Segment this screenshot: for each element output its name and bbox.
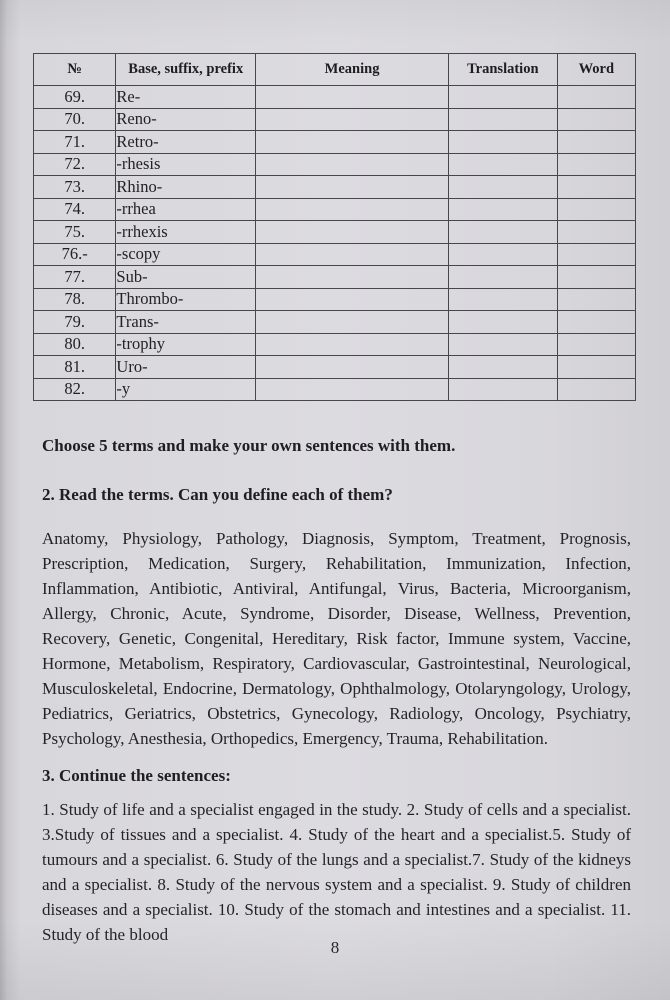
row-number-cell: 73. [34, 176, 116, 199]
row-number-cell: 77. [34, 266, 116, 289]
row-number-cell: 72. [34, 153, 116, 176]
row-number-cell: 74. [34, 198, 116, 221]
translation-cell [449, 378, 558, 401]
row-number-cell: 80. [34, 333, 116, 356]
table-row [34, 311, 636, 334]
meaning-cell [256, 176, 449, 199]
row-number-cell: 78. [34, 288, 116, 311]
table-row [34, 243, 636, 266]
base-cell: Thrombo- [116, 288, 256, 311]
base-cell: Retro- [116, 131, 256, 154]
terms-paragraph: Anatomy, Physiology, Pathology, Diagnosis, Symptom, Treatment, Prognosis, Prescription, Medication, Surgery, Rehabilitation, Immunization, Infection, Inflammation, Antibiotic, Antiviral, Antifungal, Virus, Bacteria, Microorganism, Allergy, Chronic, Acute, Syndrome, Disorder, Disease, Wellness, Prevention, Recovery, Genetic, Congenital, Hereditary, Risk factor, Immune system, Vaccine, Hormone, Metabolism, Respiratory, Cardiovascular, Gastrointestinal, Neurological, Musculoskeletal, Endocrine, Dermatology, Ophthalmology, Otolaryngology, Urology, Pediatrics, Geriatrics, Obstetrics, Gynecology, Radiology, Oncology, Psychiatry, Psychology, Anesthesia, Orthopedics, Emergency, Trauma, Rehabilitation. [42, 529, 631, 748]
word-cell [557, 221, 635, 244]
table-row [34, 356, 636, 379]
table-row [34, 333, 636, 356]
translation-cell [449, 243, 558, 266]
table-row [34, 288, 636, 311]
row-number-cell: 82. [34, 378, 116, 401]
meaning-cell [256, 333, 449, 356]
word-cell [557, 198, 635, 221]
column-header-translation: Translation [449, 54, 558, 86]
table-row [34, 153, 636, 176]
row-number-cell: 76.- [34, 243, 116, 266]
base-cell: -y [116, 378, 256, 401]
base-cell: Rhino- [116, 176, 256, 199]
translation-cell [449, 176, 558, 199]
row-number-cell: 69. [34, 86, 116, 109]
table-row [34, 198, 636, 221]
meaning-cell [256, 198, 449, 221]
row-number-cell: 70. [34, 108, 116, 131]
meaning-cell [256, 86, 449, 109]
meaning-cell [256, 288, 449, 311]
table-row [34, 131, 636, 154]
base-cell: -rrhea [116, 198, 256, 221]
word-cell [557, 311, 635, 334]
base-cell: Re- [116, 86, 256, 109]
column-header-base: Base, suffix, prefix [116, 54, 256, 86]
translation-cell [449, 198, 558, 221]
word-cell [557, 176, 635, 199]
row-number-cell: 75. [34, 221, 116, 244]
table-row [34, 378, 636, 401]
word-cell [557, 153, 635, 176]
row-number-cell: 79. [34, 311, 116, 334]
row-number-cell: 81. [34, 356, 116, 379]
base-cell: -rhesis [116, 153, 256, 176]
meaning-cell [256, 131, 449, 154]
meaning-cell [256, 266, 449, 289]
worksheet-text-content [42, 436, 631, 947]
translation-cell [449, 221, 558, 244]
word-cell [557, 108, 635, 131]
table-row [34, 266, 636, 289]
row-number-cell: 71. [34, 131, 116, 154]
word-cell [557, 288, 635, 311]
base-cell: Reno- [116, 108, 256, 131]
word-cell [557, 333, 635, 356]
table-row [34, 176, 636, 199]
translation-cell [449, 288, 558, 311]
task2-heading: 2. Read the terms. Can you define each of them? [42, 485, 393, 504]
translation-cell [449, 266, 558, 289]
translation-cell [449, 311, 558, 334]
translation-cell [449, 108, 558, 131]
vocabulary-table [33, 53, 636, 401]
table-row [34, 108, 636, 131]
choose-terms-instruction: Choose 5 terms and make your own sentences with them. [42, 436, 456, 455]
meaning-cell [256, 243, 449, 266]
word-cell [557, 86, 635, 109]
translation-cell [449, 153, 558, 176]
column-header-word: Word [557, 54, 635, 86]
base-cell: Trans- [116, 311, 256, 334]
word-cell [557, 378, 635, 401]
meaning-cell [256, 356, 449, 379]
base-cell: Uro- [116, 356, 256, 379]
base-cell: -rrhexis [116, 221, 256, 244]
meaning-cell [256, 221, 449, 244]
translation-cell [449, 86, 558, 109]
word-cell [557, 131, 635, 154]
table-row [34, 221, 636, 244]
meaning-cell [256, 311, 449, 334]
base-cell: -scopy [116, 243, 256, 266]
task3-heading: 3. Continue the sentences: [42, 766, 231, 785]
meaning-cell [256, 153, 449, 176]
table-header-row [34, 54, 636, 86]
base-cell: Sub- [116, 266, 256, 289]
translation-cell [449, 356, 558, 379]
meaning-cell [256, 108, 449, 131]
meaning-cell [256, 378, 449, 401]
translation-cell [449, 333, 558, 356]
base-cell: -trophy [116, 333, 256, 356]
column-header-number: № [34, 54, 116, 86]
word-cell [557, 356, 635, 379]
sentences-paragraph: 1. Study of life and a specialist engaged in the study. 2. Study of cells and a specialist. 3.Study of tissues and a specialist. 4. Study of the heart and a specialist.5. Study of tumours and a specialist. 6. Study of the lungs and a specialist.7. Study of the kidneys and a specialist. 8. Study of the nervous system and a specialist. 9. Study of children diseases and a specialist. 10. Study of the stomach and intestines and a specialist. 11. Study of the blood [42, 800, 631, 944]
translation-cell [449, 131, 558, 154]
table-row [34, 86, 636, 109]
page-number: 8 [330, 938, 340, 957]
column-header-meaning: Meaning [256, 54, 449, 86]
word-cell [557, 266, 635, 289]
word-cell [557, 243, 635, 266]
